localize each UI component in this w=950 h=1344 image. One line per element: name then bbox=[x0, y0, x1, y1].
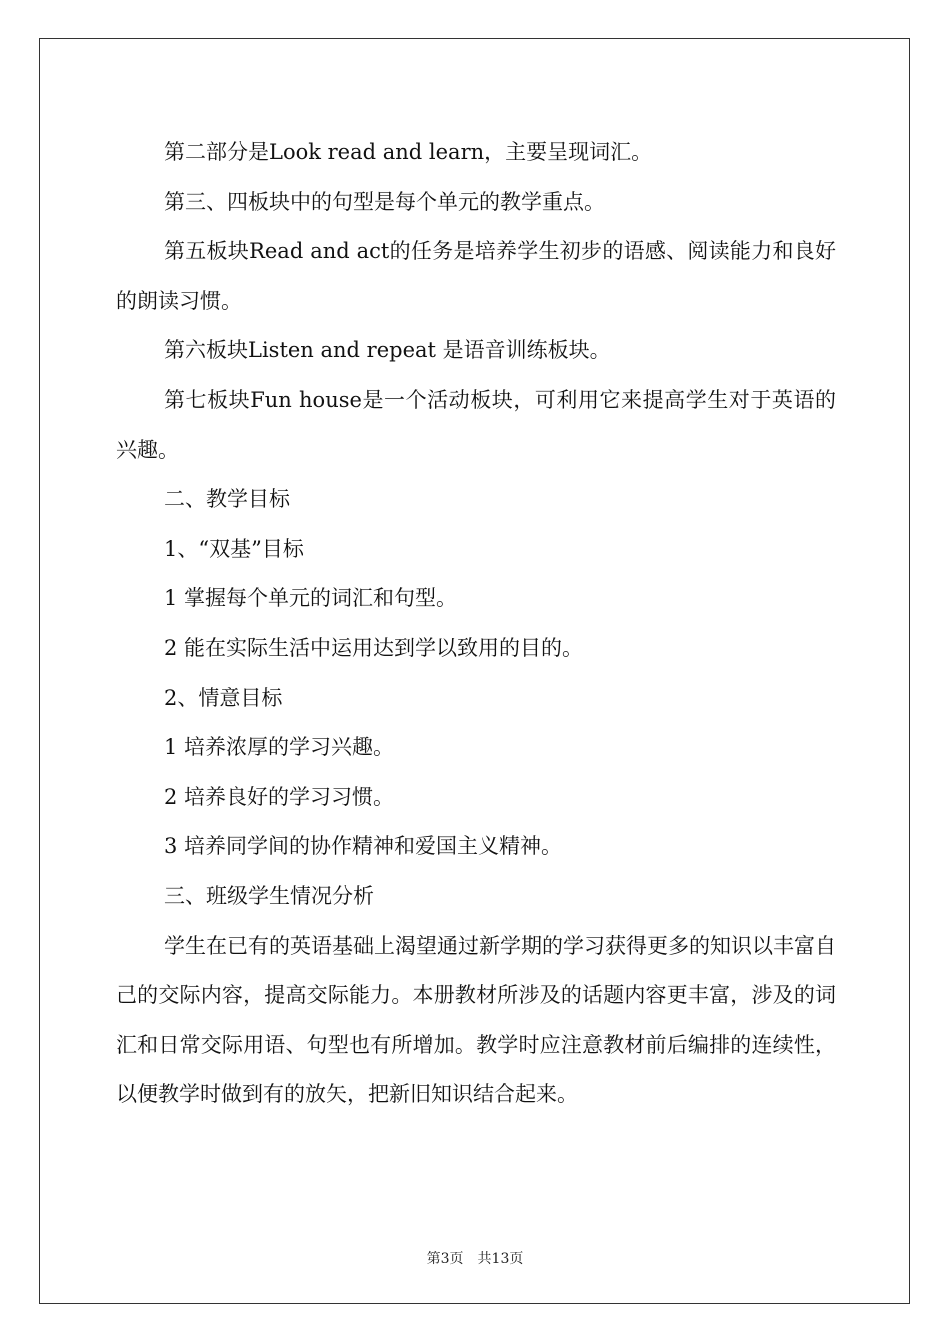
subsection-heading: 2、情意目标 bbox=[164, 685, 283, 710]
section-heading: 三、班级学生情况分析 bbox=[164, 883, 374, 908]
list-item: 3 培养同学间的协作精神和爱国主义精神。 bbox=[164, 834, 563, 859]
page-number: 第3页 bbox=[426, 1251, 464, 1267]
paragraph: 第六板块Listen and repeat 是语音训练板块。 bbox=[164, 338, 611, 363]
paragraph: 第五板块Read and act的任务是培养学生初步的语感、阅读能力和良好的朗读习惯。 bbox=[116, 239, 836, 313]
page-total: 共13页 bbox=[477, 1251, 524, 1267]
page-footer bbox=[0, 1248, 950, 1268]
list-item: 1 培养浓厚的学习兴趣。 bbox=[164, 735, 395, 760]
paragraph: 第三、四板块中的句型是每个单元的教学重点。 bbox=[164, 189, 605, 214]
paragraph: 第二部分是Look read and learn，主要呈现词汇。 bbox=[164, 140, 653, 164]
section-heading: 二、教学目标 bbox=[164, 487, 290, 512]
paragraph: 第七板块Fun house是一个活动板块，可利用它来提高学生对于英语的兴趣。 bbox=[116, 387, 836, 462]
subsection-heading: 1、“双基”目标 bbox=[164, 536, 304, 561]
list-item: 1 掌握每个单元的词汇和句型。 bbox=[164, 586, 458, 611]
list-item: 2 能在实际生活中运用达到学以致用的目的。 bbox=[164, 635, 584, 660]
paragraph: 学生在已有的英语基础上渴望通过新学期的学习获得更多的知识以丰富自己的交际内容，提高交际能力。本册教材所涉及的话题内容更丰富，涉及的词汇和日常交际用语、句型也有所增加。教学时应注意教材前后编排的连续性，以便教学时做到有的放矢，把新旧知识结合起来。 bbox=[116, 933, 836, 1107]
document-body bbox=[116, 128, 836, 1120]
list-item: 2 培养良好的学习习惯。 bbox=[164, 784, 395, 809]
